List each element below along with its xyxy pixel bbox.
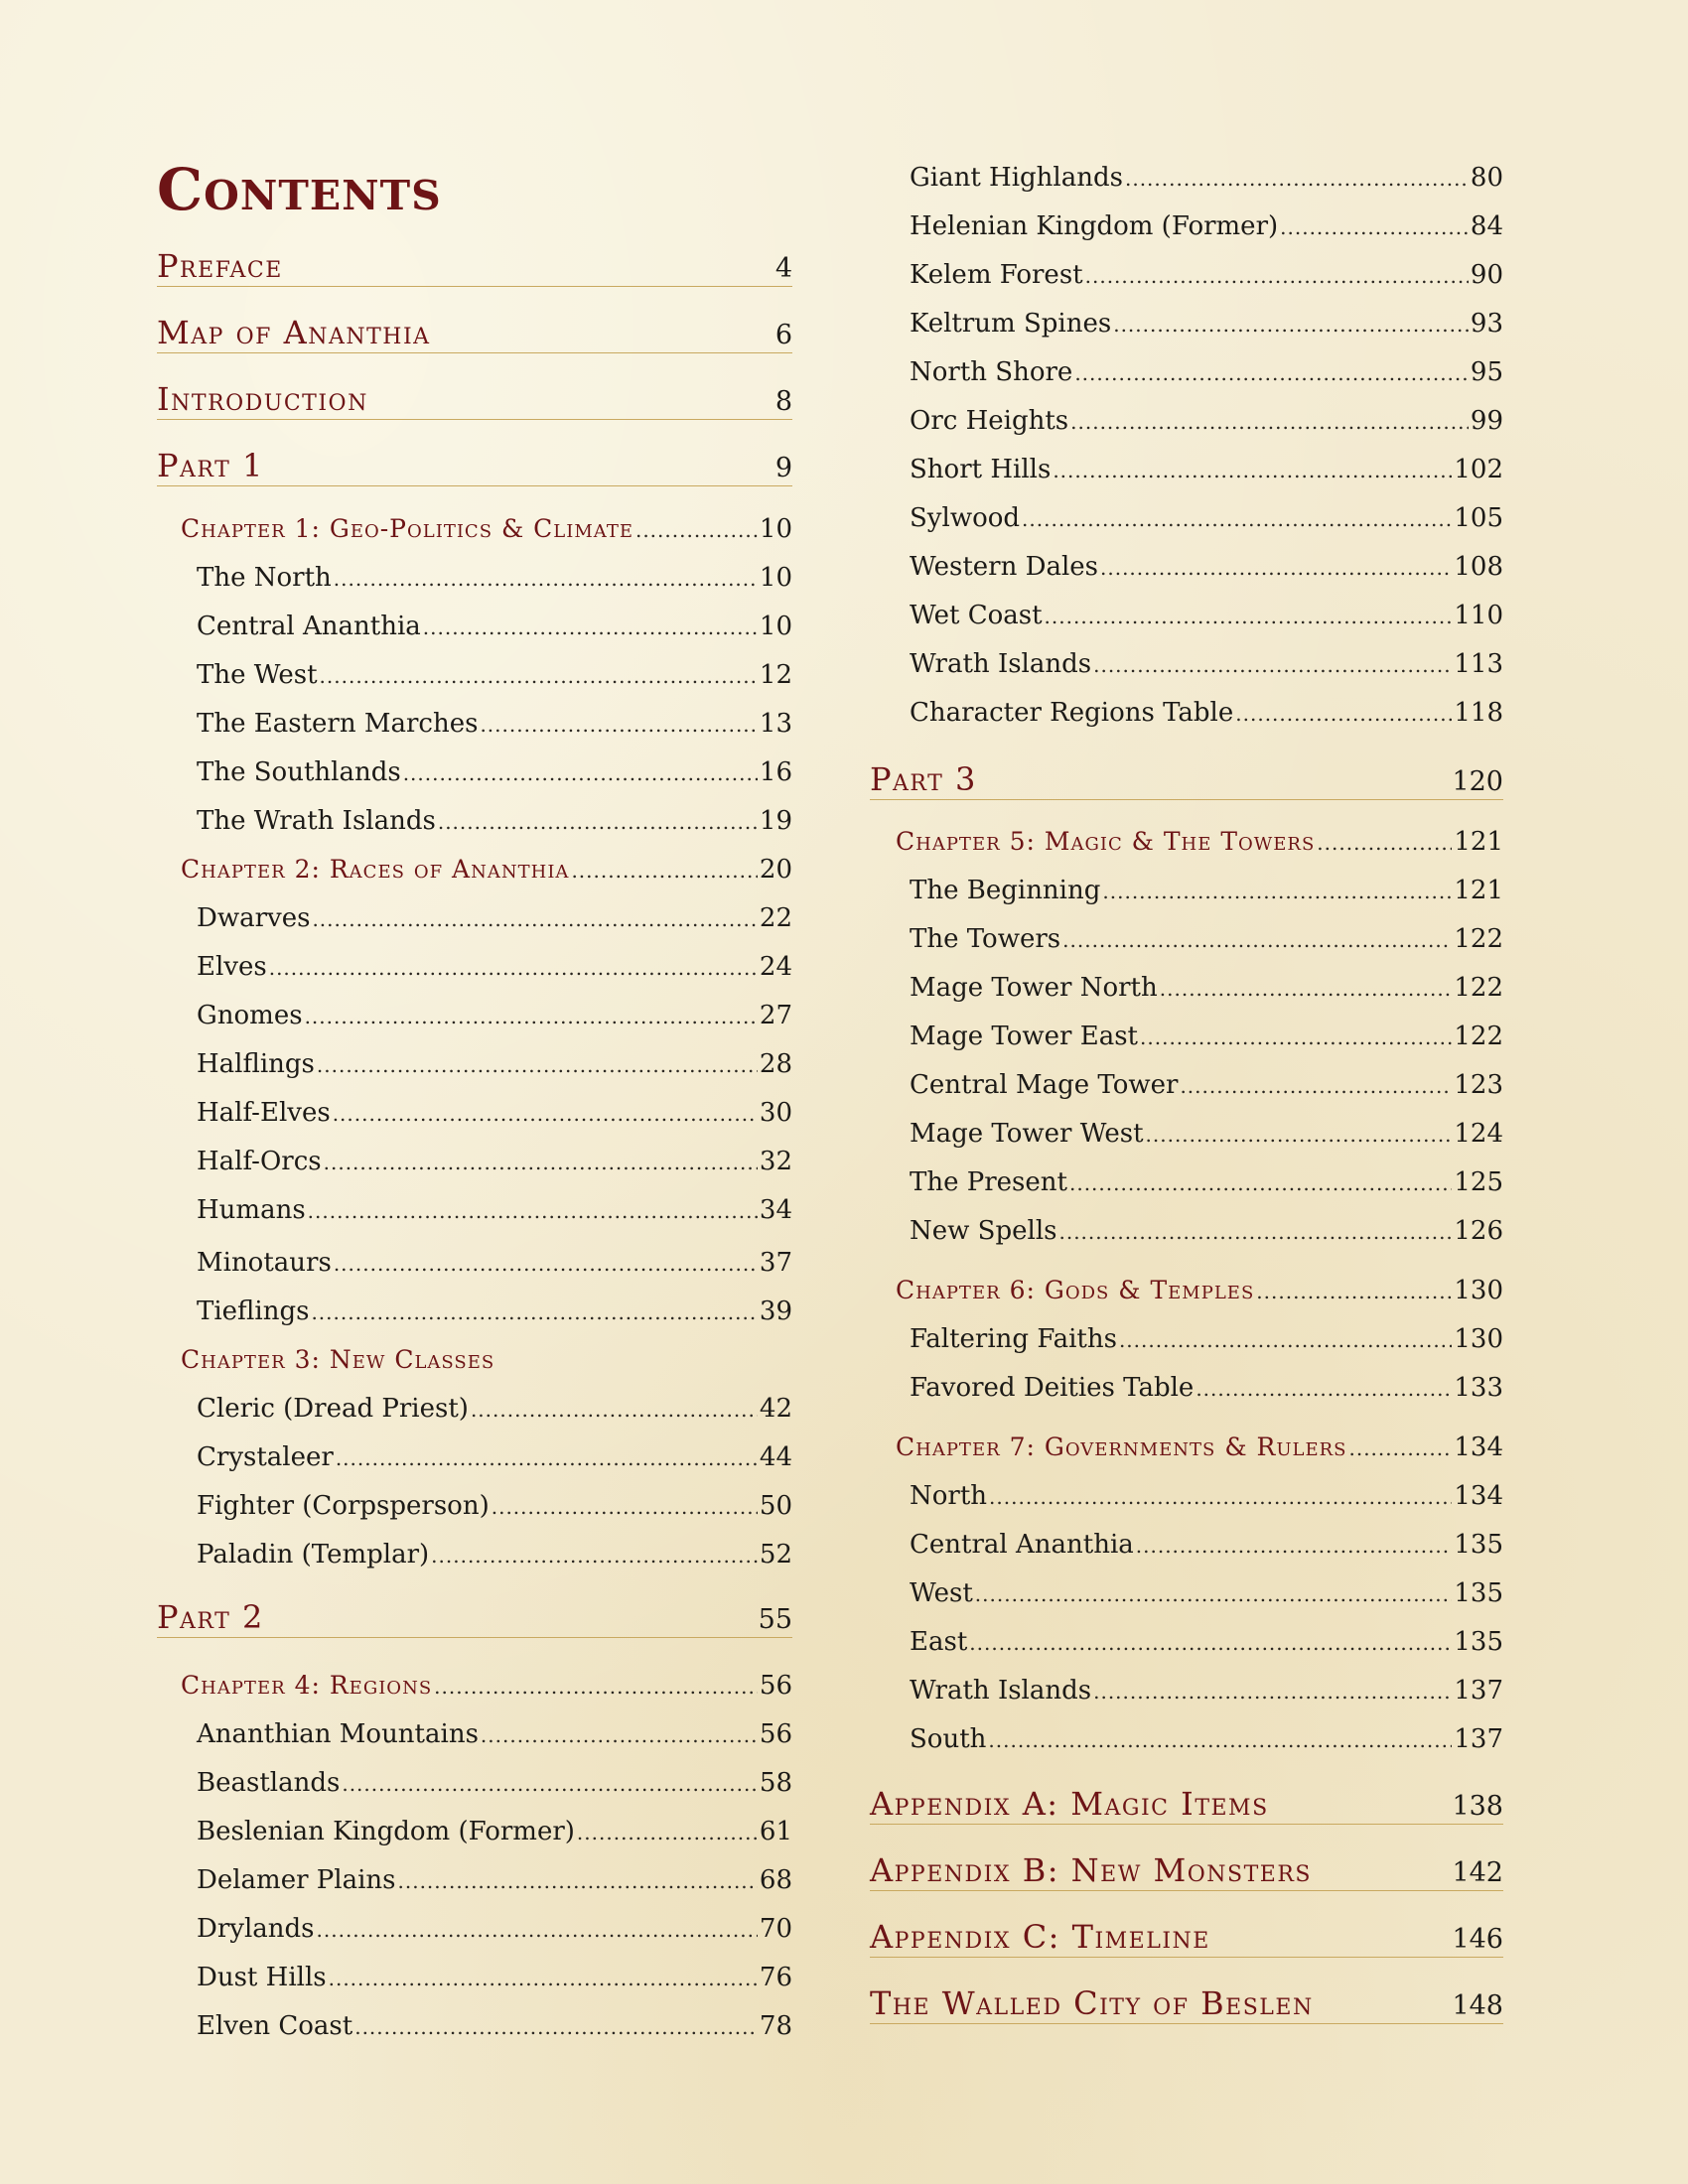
- toc-entry-favored-deities-table[interactable]: [910, 1374, 1503, 1404]
- entry-page-number: 121: [1454, 876, 1503, 905]
- entry-label: Humans: [197, 1195, 306, 1225]
- toc-entry-tieflings[interactable]: [197, 1297, 792, 1327]
- dot-leader: [333, 1103, 758, 1126]
- dot-leader: [1180, 1075, 1452, 1098]
- entry-page-number: 148: [1452, 1990, 1503, 2021]
- entry-label: Mage Tower West: [910, 1119, 1144, 1149]
- toc-entry-gnomes[interactable]: [197, 1002, 792, 1031]
- toc-entry-fighter-corpsperson[interactable]: [197, 1492, 792, 1522]
- entry-label: East: [910, 1627, 968, 1657]
- dot-leader: [334, 1253, 758, 1276]
- entry-label: South: [910, 1724, 987, 1754]
- entry-page-number: 125: [1454, 1167, 1503, 1197]
- entry-page-number: 37: [759, 1248, 792, 1278]
- entry-label: Chapter 7: Governments & Rulers: [896, 1433, 1347, 1461]
- toc-entry-sylwood[interactable]: [910, 504, 1503, 534]
- toc-entry-half-orcs[interactable]: [197, 1148, 792, 1177]
- entry-label: North Shore: [910, 357, 1073, 387]
- toc-chapter-chapter-6-gods-and-temples[interactable]: [896, 1277, 1503, 1306]
- entry-page-number: 99: [1470, 406, 1503, 436]
- entry-label: Kelem Forest: [910, 260, 1083, 290]
- toc-entry-north[interactable]: [910, 1482, 1503, 1512]
- toc-entry-wrath-islands[interactable]: [910, 650, 1503, 680]
- dot-leader: [1022, 508, 1452, 531]
- toc-entry-minotaurs[interactable]: [197, 1249, 792, 1279]
- entry-page-number: 58: [759, 1768, 792, 1798]
- dot-leader: [342, 1773, 758, 1796]
- dot-leader: [423, 616, 758, 639]
- entry-page-number: 44: [759, 1442, 792, 1472]
- toc-entry-paladin-templar[interactable]: [197, 1541, 792, 1570]
- toc-entry-keltrum-spines[interactable]: [910, 310, 1503, 340]
- entry-label: Orc Heights: [910, 406, 1069, 436]
- entry-page-number: 138: [1452, 1791, 1503, 1822]
- dot-leader: [1045, 606, 1453, 628]
- toc-section-part-3[interactable]: [870, 762, 1503, 800]
- dot-leader: [317, 1054, 758, 1077]
- entry-page-number: 102: [1454, 455, 1503, 484]
- toc-section-appendix-c-timeline[interactable]: [870, 1920, 1503, 1958]
- entry-page-number: 9: [774, 453, 792, 483]
- entry-page-number: 55: [758, 1604, 792, 1635]
- entry-label: Paladin (Templar): [197, 1540, 430, 1570]
- dot-leader: [1053, 460, 1452, 482]
- entry-page-number: 142: [1452, 1857, 1503, 1888]
- entry-page-number: 28: [759, 1049, 792, 1079]
- dot-leader: [317, 1919, 758, 1942]
- entry-label: Short Hills: [910, 455, 1052, 484]
- dot-leader: [969, 1632, 1452, 1655]
- toc-entry-crystaleer[interactable]: [197, 1443, 792, 1473]
- entry-label: North: [910, 1481, 988, 1511]
- dot-leader: [1100, 557, 1452, 580]
- entry-page-number: 68: [759, 1865, 792, 1895]
- toc-chapter-chapter-2-races-of-ananthia[interactable]: [181, 856, 792, 886]
- entry-label: Minotaurs: [197, 1248, 332, 1278]
- toc-chapter-chapter-3-new-classes[interactable]: [181, 1346, 792, 1375]
- entry-page-number: 135: [1454, 1627, 1503, 1657]
- entry-label: Beastlands: [197, 1768, 341, 1798]
- dot-leader: [311, 1301, 757, 1324]
- entry-label: Central Ananthia: [910, 1530, 1134, 1560]
- toc-chapter-chapter-4-regions[interactable]: [181, 1672, 792, 1702]
- entry-page-number: 105: [1454, 503, 1503, 533]
- entry-label: Crystaleer: [197, 1442, 334, 1472]
- entry-label: The Towers: [910, 924, 1061, 954]
- entry-label: Gnomes: [197, 1001, 303, 1030]
- entry-label: Wrath Islands: [910, 649, 1092, 679]
- toc-section-introduction[interactable]: [157, 382, 792, 420]
- dot-leader: [1235, 703, 1452, 726]
- dot-leader: [354, 2016, 758, 2039]
- dot-leader: [431, 1545, 758, 1568]
- entry-label: The Present: [910, 1167, 1067, 1197]
- entry-page-number: 19: [759, 806, 792, 836]
- entry-label: The West: [197, 660, 318, 690]
- dot-leader: [577, 1822, 758, 1844]
- entry-label: Half-Orcs: [197, 1147, 322, 1176]
- entry-page-number: 95: [1470, 357, 1503, 387]
- toc-entry-wet-coast[interactable]: [910, 602, 1503, 631]
- entry-page-number: 121: [1454, 827, 1503, 857]
- entry-label: Dwarves: [197, 903, 311, 933]
- entry-label: Chapter 6: Gods & Temples: [896, 1276, 1255, 1304]
- dot-leader: [1102, 881, 1452, 903]
- toc-chapter-chapter-1-geo-politics-and-climate[interactable]: [181, 515, 792, 545]
- dot-leader: [1074, 362, 1469, 385]
- entry-page-number: 90: [1470, 260, 1503, 290]
- entry-label: Cleric (Dread Priest): [197, 1394, 469, 1424]
- entry-page-number: 6: [774, 320, 792, 350]
- toc-section-preface[interactable]: [157, 249, 792, 287]
- entry-label: The Beginning: [910, 876, 1101, 905]
- entry-page-number: 10: [759, 563, 792, 593]
- toc-entry-dwarves[interactable]: [197, 904, 792, 934]
- entry-page-number: 20: [759, 855, 792, 885]
- dot-leader: [434, 1676, 758, 1699]
- dot-leader: [1093, 654, 1452, 677]
- entry-label: Faltering Faiths: [910, 1324, 1117, 1354]
- entry-label: Half-Elves: [197, 1098, 331, 1128]
- toc-entry-helenian-kingdom-former[interactable]: [910, 212, 1503, 242]
- toc-entry-mage-tower-north[interactable]: [910, 974, 1503, 1004]
- toc-section-appendix-a-magic-items[interactable]: [870, 1787, 1503, 1825]
- toc-entry-dust-hills[interactable]: [197, 1964, 792, 1993]
- dot-leader: [329, 1968, 758, 1990]
- dot-leader: [571, 860, 757, 883]
- dot-leader: [1146, 1124, 1453, 1147]
- entry-label: Chapter 3: New Classes: [181, 1345, 495, 1374]
- toc-entry-wrath-islands[interactable]: [910, 1677, 1503, 1706]
- toc-entry-elves[interactable]: [197, 953, 792, 983]
- entry-label: Part 1: [157, 447, 264, 484]
- toc-entry-orc-heights[interactable]: [910, 407, 1503, 437]
- entry-label: Helenian Kingdom (Former): [910, 211, 1279, 241]
- dot-leader: [269, 957, 758, 980]
- entry-page-number: 39: [759, 1297, 792, 1326]
- entry-page-number: 34: [759, 1195, 792, 1225]
- dot-leader: [1348, 1437, 1452, 1460]
- entry-label: Character Regions Table: [910, 698, 1234, 728]
- entry-label: Appendix A: Magic Items: [870, 1785, 1269, 1823]
- entry-page-number: 10: [759, 514, 792, 544]
- dot-leader: [1113, 314, 1469, 337]
- toc-section-part-2[interactable]: [157, 1600, 792, 1638]
- entry-label: Chapter 2: Races of Ananthia: [181, 855, 570, 884]
- toc-entry-mage-tower-west[interactable]: [910, 1120, 1503, 1150]
- entry-page-number: 124: [1454, 1119, 1503, 1149]
- dot-leader: [1136, 1535, 1453, 1558]
- entry-page-number: 61: [759, 1817, 792, 1846]
- entry-page-number: 42: [759, 1394, 792, 1424]
- dot-leader: [305, 1006, 758, 1028]
- entry-page-number: 110: [1454, 601, 1503, 630]
- toc-entry-the-towers[interactable]: [910, 925, 1503, 955]
- entry-label: The North: [197, 563, 332, 593]
- toc-entry-east[interactable]: [910, 1628, 1503, 1658]
- entry-label: Appendix B: New Monsters: [870, 1851, 1312, 1889]
- toc-entry-ananthian-mountains[interactable]: [197, 1720, 792, 1750]
- dot-leader: [334, 568, 758, 591]
- dot-leader: [1069, 1172, 1452, 1195]
- entry-label: Drylands: [197, 1914, 315, 1944]
- toc-entry-character-regions-table[interactable]: [910, 699, 1503, 729]
- entry-label: Appendix C: Timeline: [870, 1918, 1210, 1956]
- toc-entry-north-shore[interactable]: [910, 358, 1503, 388]
- entry-page-number: 76: [759, 1963, 792, 1992]
- entry-label: Chapter 5: Magic & The Towers: [896, 827, 1316, 856]
- toc-section-map-of-ananthia[interactable]: [157, 316, 792, 353]
- dot-leader: [1196, 1378, 1452, 1401]
- toc-chapter-chapter-5-magic-and-the-towers[interactable]: [896, 828, 1503, 858]
- entry-page-number: 130: [1454, 1276, 1503, 1305]
- entry-page-number: 80: [1470, 163, 1503, 193]
- entry-page-number: 52: [759, 1540, 792, 1570]
- entry-page-number: 126: [1454, 1216, 1503, 1246]
- dot-leader: [320, 665, 758, 688]
- entry-page-number: 122: [1454, 973, 1503, 1003]
- entry-label: Wet Coast: [910, 601, 1043, 630]
- toc-entry-the-wrath-islands[interactable]: [197, 807, 792, 837]
- dot-leader: [635, 519, 758, 542]
- entry-label: Favored Deities Table: [910, 1373, 1195, 1403]
- page-title: Contents: [157, 156, 442, 223]
- dot-leader: [1140, 1026, 1452, 1049]
- toc-entry-giant-highlands[interactable]: [910, 164, 1503, 194]
- dot-leader: [1317, 832, 1452, 855]
- dot-leader: [1058, 1221, 1452, 1244]
- entry-page-number: 113: [1454, 649, 1503, 679]
- entry-label: Sylwood: [910, 503, 1021, 533]
- toc-chapter-chapter-7-governments-and-rulers[interactable]: [896, 1433, 1503, 1463]
- dot-leader: [1062, 929, 1452, 952]
- toc-entry-halflings[interactable]: [197, 1050, 792, 1080]
- dot-leader: [1070, 411, 1469, 434]
- dot-leader: [1119, 1329, 1452, 1352]
- entry-page-number: 134: [1454, 1433, 1503, 1462]
- toc-entry-the-eastern-marches[interactable]: [197, 710, 792, 740]
- toc-entry-the-west[interactable]: [197, 661, 792, 691]
- entry-page-number: 50: [759, 1491, 792, 1521]
- entry-page-number: 137: [1454, 1676, 1503, 1706]
- entry-page-number: 135: [1454, 1578, 1503, 1608]
- toc-entry-elven-coast[interactable]: [197, 2012, 792, 2042]
- toc-section-appendix-b-new-monsters[interactable]: [870, 1853, 1503, 1891]
- toc-entry-beastlands[interactable]: [197, 1769, 792, 1799]
- entry-label: Chapter 1: Geo-Politics & Climate: [181, 514, 633, 543]
- entry-label: Fighter (Corpsperson): [197, 1491, 490, 1521]
- entry-label: Part 3: [870, 760, 977, 798]
- entry-page-number: 146: [1452, 1924, 1503, 1955]
- entry-label: Halflings: [197, 1049, 315, 1079]
- entry-label: Wrath Islands: [910, 1676, 1092, 1706]
- toc-entry-west[interactable]: [910, 1579, 1503, 1609]
- entry-label: Ananthian Mountains: [197, 1719, 479, 1749]
- entry-label: Central Mage Tower: [910, 1070, 1179, 1100]
- entry-label: Tieflings: [197, 1297, 310, 1326]
- entry-label: Dust Hills: [197, 1963, 327, 1992]
- dot-leader: [398, 1870, 758, 1893]
- entry-label: Western Dales: [910, 552, 1098, 582]
- entry-page-number: 56: [759, 1671, 792, 1701]
- entry-page-number: 30: [759, 1098, 792, 1128]
- toc-entry-half-elves[interactable]: [197, 1099, 792, 1129]
- entry-page-number: 93: [1470, 309, 1503, 339]
- entry-label: Beslenian Kingdom (Former): [197, 1817, 575, 1846]
- dot-leader: [471, 1399, 758, 1422]
- toc-entry-western-dales[interactable]: [910, 553, 1503, 583]
- dot-leader: [403, 762, 758, 785]
- entry-page-number: 135: [1454, 1530, 1503, 1560]
- entry-page-number: 130: [1454, 1324, 1503, 1354]
- toc-entry-humans[interactable]: [197, 1196, 792, 1226]
- entry-page-number: 118: [1454, 698, 1503, 728]
- entry-page-number: 24: [759, 952, 792, 982]
- dot-leader: [438, 811, 758, 834]
- entry-label: Map of Ananthia: [157, 314, 431, 351]
- toc-entry-central-ananthia[interactable]: [910, 1531, 1503, 1561]
- entry-page-number: 134: [1454, 1481, 1503, 1511]
- dot-leader: [988, 1729, 1452, 1752]
- entry-page-number: 22: [759, 903, 792, 933]
- toc-entry-central-mage-tower[interactable]: [910, 1071, 1503, 1101]
- dot-leader: [1093, 1681, 1452, 1704]
- entry-page-number: 108: [1454, 552, 1503, 582]
- toc-entry-new-spells[interactable]: [910, 1217, 1503, 1247]
- entry-label: Central Ananthia: [197, 612, 421, 641]
- toc-entry-the-present[interactable]: [910, 1168, 1503, 1198]
- entry-page-number: 13: [759, 709, 792, 739]
- entry-page-number: 122: [1454, 924, 1503, 954]
- toc-entry-mage-tower-east[interactable]: [910, 1023, 1503, 1052]
- entry-page-number: 84: [1470, 211, 1503, 241]
- entry-label: West: [910, 1578, 973, 1608]
- entry-label: Introduction: [157, 380, 368, 418]
- entry-label: Elves: [197, 952, 267, 982]
- dot-leader: [324, 1152, 758, 1174]
- toc-entry-faltering-faiths[interactable]: [910, 1325, 1503, 1355]
- toc-entry-kelem-forest[interactable]: [910, 261, 1503, 291]
- entry-label: Delamer Plains: [197, 1865, 396, 1895]
- entry-label: Chapter 4: Regions: [181, 1671, 433, 1700]
- entry-label: Preface: [157, 247, 283, 285]
- dot-leader: [481, 1724, 758, 1747]
- entry-label: New Spells: [910, 1216, 1057, 1246]
- toc-section-the-walled-city-of-beslen[interactable]: [870, 1986, 1503, 2024]
- toc-entry-the-north[interactable]: [197, 564, 792, 594]
- entry-page-number: 16: [759, 757, 792, 787]
- entry-label: Keltrum Spines: [910, 309, 1112, 339]
- dot-leader: [480, 714, 757, 737]
- toc-entry-the-southlands[interactable]: [197, 758, 792, 788]
- dot-leader: [1280, 216, 1469, 239]
- toc-entry-drylands[interactable]: [197, 1915, 792, 1945]
- entry-page-number: 137: [1454, 1724, 1503, 1754]
- entry-page-number: 56: [759, 1719, 792, 1749]
- dot-leader: [989, 1486, 1452, 1509]
- entry-page-number: 123: [1454, 1070, 1503, 1100]
- dot-leader: [492, 1496, 758, 1519]
- dot-leader: [312, 908, 757, 931]
- entry-label: Giant Highlands: [910, 163, 1123, 193]
- dot-leader: [1160, 978, 1453, 1001]
- entry-label: Part 2: [157, 1598, 264, 1636]
- dot-leader: [308, 1200, 758, 1223]
- toc-section-part-1[interactable]: [157, 449, 792, 486]
- entry-label: Mage Tower East: [910, 1022, 1139, 1051]
- toc-entry-the-beginning[interactable]: [910, 877, 1503, 906]
- entry-label: Elven Coast: [197, 2011, 353, 2041]
- entry-label: The Walled City of Beslen: [870, 1984, 1314, 2022]
- toc-entry-delamer-plains[interactable]: [197, 1866, 792, 1896]
- toc-entry-cleric-dread-priest[interactable]: [197, 1395, 792, 1425]
- toc-entry-short-hills[interactable]: [910, 456, 1503, 485]
- entry-page-number: 10: [759, 612, 792, 641]
- entry-page-number: 12: [759, 660, 792, 690]
- toc-entry-beslenian-kingdom-former[interactable]: [197, 1818, 792, 1847]
- toc-entry-central-ananthia[interactable]: [197, 613, 792, 642]
- entry-page-number: 8: [774, 386, 792, 417]
- entry-page-number: 133: [1454, 1373, 1503, 1403]
- entry-label: The Eastern Marches: [197, 709, 479, 739]
- entry-label: Mage Tower North: [910, 973, 1158, 1003]
- entry-page-number: 4: [774, 253, 792, 284]
- dot-leader: [1125, 168, 1469, 191]
- toc-entry-south[interactable]: [910, 1725, 1503, 1755]
- dot-leader: [1256, 1281, 1452, 1303]
- entry-page-number: 70: [759, 1914, 792, 1944]
- entry-page-number: 122: [1454, 1022, 1503, 1051]
- dot-leader: [1085, 265, 1469, 288]
- entry-label: The Wrath Islands: [197, 806, 436, 836]
- dot-leader: [336, 1447, 758, 1470]
- entry-page-number: 120: [1452, 766, 1503, 797]
- entry-label: The Southlands: [197, 757, 401, 787]
- entry-page-number: 78: [759, 2011, 792, 2041]
- entry-page-number: 32: [759, 1147, 792, 1176]
- dot-leader: [975, 1583, 1453, 1606]
- entry-page-number: 27: [759, 1001, 792, 1030]
